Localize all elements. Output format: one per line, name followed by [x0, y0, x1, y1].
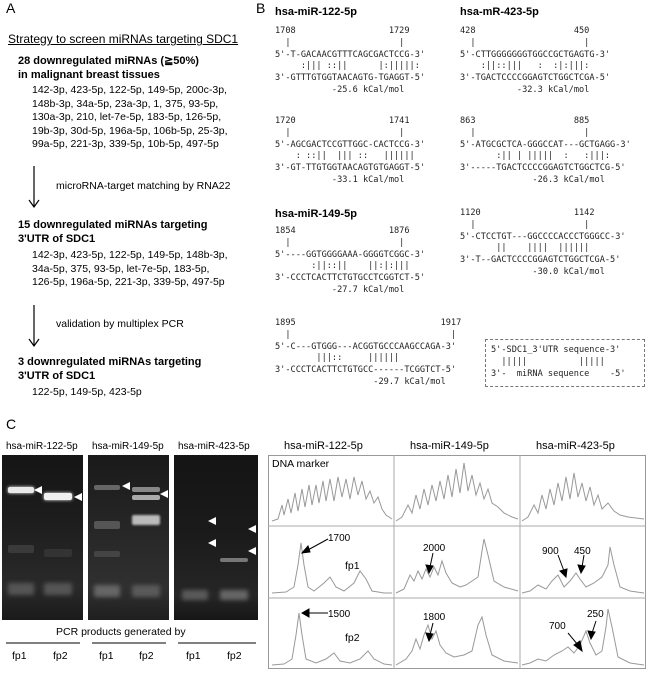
trace-line: [396, 463, 518, 521]
legend-line-2: ||||| |||||: [491, 357, 605, 367]
peak-label: 2000: [423, 543, 446, 554]
list-item: 142-3p, 423-5p, 122-5p, 149-5p, 148b-3p,: [32, 249, 228, 261]
step2-heading-line2: 3'UTR of SDC1: [18, 233, 96, 245]
band-marker-arrow: [74, 493, 82, 501]
list-item: 126-5p, 196a-5p, 221-3p, 339-5p, 497-5p: [32, 276, 225, 288]
peak-label: 900: [542, 546, 559, 557]
band-marker-arrow: [34, 486, 42, 494]
step1-mirna-list: [32, 84, 228, 152]
alignment-legend-box: [485, 339, 645, 387]
mir423-title: hsa-mR-423-5p: [460, 6, 539, 18]
step3-heading-line2: 3'UTR of SDC1: [18, 370, 96, 382]
trace-line: [396, 617, 518, 665]
trace-line: [396, 539, 518, 593]
gel-band: [8, 487, 34, 493]
lane-group-lines: [0, 641, 262, 647]
mir122-title: hsa-miR-122-5p: [275, 6, 357, 18]
panel-c-letter: C: [6, 416, 17, 432]
panel-a-title: Strategy to screen miRNAs targeting SDC1: [8, 32, 239, 46]
lane-label: fp2: [227, 650, 242, 662]
list-item: 99a-5p, 221-3p, 339-5p, 10b-5p, 497-5p: [32, 138, 219, 150]
gel-band: [44, 549, 72, 557]
peak-arrow: [558, 555, 567, 577]
trace-line: [272, 543, 392, 593]
band-marker-arrow: [208, 517, 216, 525]
lane-label: fp2: [53, 650, 68, 662]
mir423-alignment-2: 863 885 | | 5'-ATGCGCTCA-GGGCCAT---GCTGAGG-3' :|| | ||||| : :|||: 3'-----TGACTCCCCGGAGTCTGGCTCG-5' -26.3 kCal/mol: [460, 116, 631, 185]
trace-line: [522, 609, 644, 665]
step1-heading-line2: in malignant breast tissues: [18, 69, 160, 81]
down-arrow-1: [24, 164, 44, 210]
gel-band: [94, 485, 120, 490]
list-item: 148b-3p, 34a-5p, 23a-3p, 1, 375, 93-5p,: [32, 97, 219, 110]
row-label-fp1: fp1: [345, 560, 360, 572]
step3-heading-line1: 3 downregulated miRNAs targeting: [18, 356, 202, 368]
peak-label: 1800: [423, 612, 446, 623]
electropherogram-traces: [268, 455, 646, 669]
band-marker-arrow: [160, 490, 168, 498]
lane-label: fp1: [99, 650, 114, 662]
gel-band: [182, 590, 208, 600]
mir122-alignment-1: 1708 1729 | | 5'-T-GACAACGTTTCAGCGACTCCG-3' :||| ::|| |:|||||: 3'-GTTTGTGGTAACAGTG-TGAGGT-5' -25.6 kCal/mol: [275, 26, 426, 95]
list-item: 34a-5p, 375, 93-5p, let-7e-5p, 183-5p,: [32, 262, 210, 275]
band-marker-arrow: [248, 547, 256, 555]
band-marker-arrow: [248, 525, 256, 533]
panel-a-letter: A: [6, 0, 16, 16]
panel-b-letter: B: [256, 0, 266, 16]
arrow2-label: validation by multiplex PCR: [56, 318, 184, 330]
mir122-alignment-2: 1720 1741 | | 5'-AGCGACTCCGTTGGC-CACTCCG-3' : ::|| ||| :: |||||| 3'-GT-TTGTGGTAACAGTGTGAGGT-5' -33.1 kCal/mol: [275, 116, 426, 185]
arrow1-label: microRNA-target matching by RNA22: [56, 180, 231, 192]
gel-band: [8, 583, 34, 595]
peak-label: 1500: [328, 609, 351, 620]
step2-mirna-list: [32, 249, 228, 290]
peak-arrow: [302, 539, 328, 553]
gel-band: [44, 493, 72, 500]
gel-image-mir149: [88, 455, 169, 620]
gel-band: [94, 585, 120, 597]
list-item: 122-5p, 149-5p, 423-5p: [32, 386, 142, 398]
mir149-alignment-1: 1854 1876 | | 5'----GGTGGGGAAA-GGGGTCGGC-3' :||::|| ||:|:||| 3'-CCCTCACTTCTGTGCCTCGGTCT-5' -27.7 kCal/mol: [275, 226, 426, 295]
mir149-title: hsa-miR-149-5p: [275, 208, 357, 220]
gel-band: [8, 545, 34, 553]
list-item: 142-3p, 423-5p, 122-5p, 149-5p, 200c-3p,: [32, 84, 227, 96]
gel-band: [132, 487, 160, 492]
gel-band: [220, 590, 248, 600]
mir149-alignment-2: 1895 1917 | | 5'-C---GTGGG---ACGGTGCCCAAGCCAGA-3' |||:: |||||| 3'-CCCTCACTTCTGTGCC------TCGGTCT-5' -29.7 kCal/mol: [275, 318, 462, 387]
gel-title-mir122: hsa-miR-122-5p: [6, 441, 78, 452]
legend-line-1: 5'-SDC1_3'UTR sequence-3': [491, 345, 621, 355]
gel-band: [220, 558, 248, 562]
gel-band: [44, 583, 72, 595]
trace-line: [522, 473, 644, 521]
peak-arrow: [588, 621, 596, 639]
list-item: 19b-3p, 30d-5p, 196a-5p, 106b-5p, 25-3p,: [32, 124, 228, 137]
step3-mirna-list: [32, 386, 142, 400]
trace-title-mir149: hsa-miR-149-5p: [410, 440, 489, 452]
row-label-fp2: fp2: [345, 632, 360, 644]
dna-marker-label: DNA marker: [272, 458, 330, 470]
gel-image-mir423: [174, 455, 258, 620]
gel-band: [94, 551, 120, 557]
gel-band: [132, 585, 160, 597]
gel-band: [132, 495, 160, 500]
step1-heading-line1: 28 downregulated miRNAs (≧50%): [18, 55, 199, 67]
peak-label: 1700: [328, 533, 351, 544]
gel-title-mir423: hsa-miR-423-5p: [178, 441, 250, 452]
lane-label: fp1: [186, 650, 201, 662]
legend-line-3: 3'- miRNA sequence -5': [491, 369, 626, 379]
trace-title-mir122: hsa-miR-122-5p: [284, 440, 363, 452]
pcr-caption: PCR products generated by: [56, 626, 186, 638]
peak-label: 700: [549, 621, 566, 632]
gel-band: [132, 515, 160, 525]
step2-heading-line1: 15 downregulated miRNAs targeting: [18, 219, 208, 231]
band-marker-arrow: [122, 482, 130, 490]
trace-line: [272, 477, 392, 521]
mir423-alignment-3: 1120 1142 | | 5'-CTCCTGT---GGCCCCACCCTGGGCC-3' || |||| |||||| 3'-T--GACTCCCCGGAGTCTGGCTCGA-5' -30.0 kCal/mol: [460, 208, 626, 277]
lane-label: fp2: [139, 650, 154, 662]
down-arrow-2: [24, 303, 44, 349]
peak-arrow: [568, 633, 582, 651]
lane-label: fp1: [12, 650, 27, 662]
trace-title-mir423: hsa-miR-423-5p: [536, 440, 615, 452]
gel-title-mir149: hsa-miR-149-5p: [92, 441, 164, 452]
peak-label: 250: [587, 609, 604, 620]
gel-image-mir122: [2, 455, 83, 620]
gel-band: [94, 521, 120, 529]
list-item: 130a-3p, 210, let-7e-5p, 183-5p, 126-5p,: [32, 111, 222, 123]
peak-label: 450: [574, 546, 591, 557]
peak-arrow: [302, 609, 328, 617]
mir423-alignment-1: 428 450 | | 5'-CTTGGGGGGGTGGCCGCTGAGTG-3' :||::||| : :|:|||: 3'-TGACTCCCCGGAGTCTGGCTCGA-5' -32.3 kCal/mol: [460, 26, 611, 95]
band-marker-arrow: [208, 539, 216, 547]
